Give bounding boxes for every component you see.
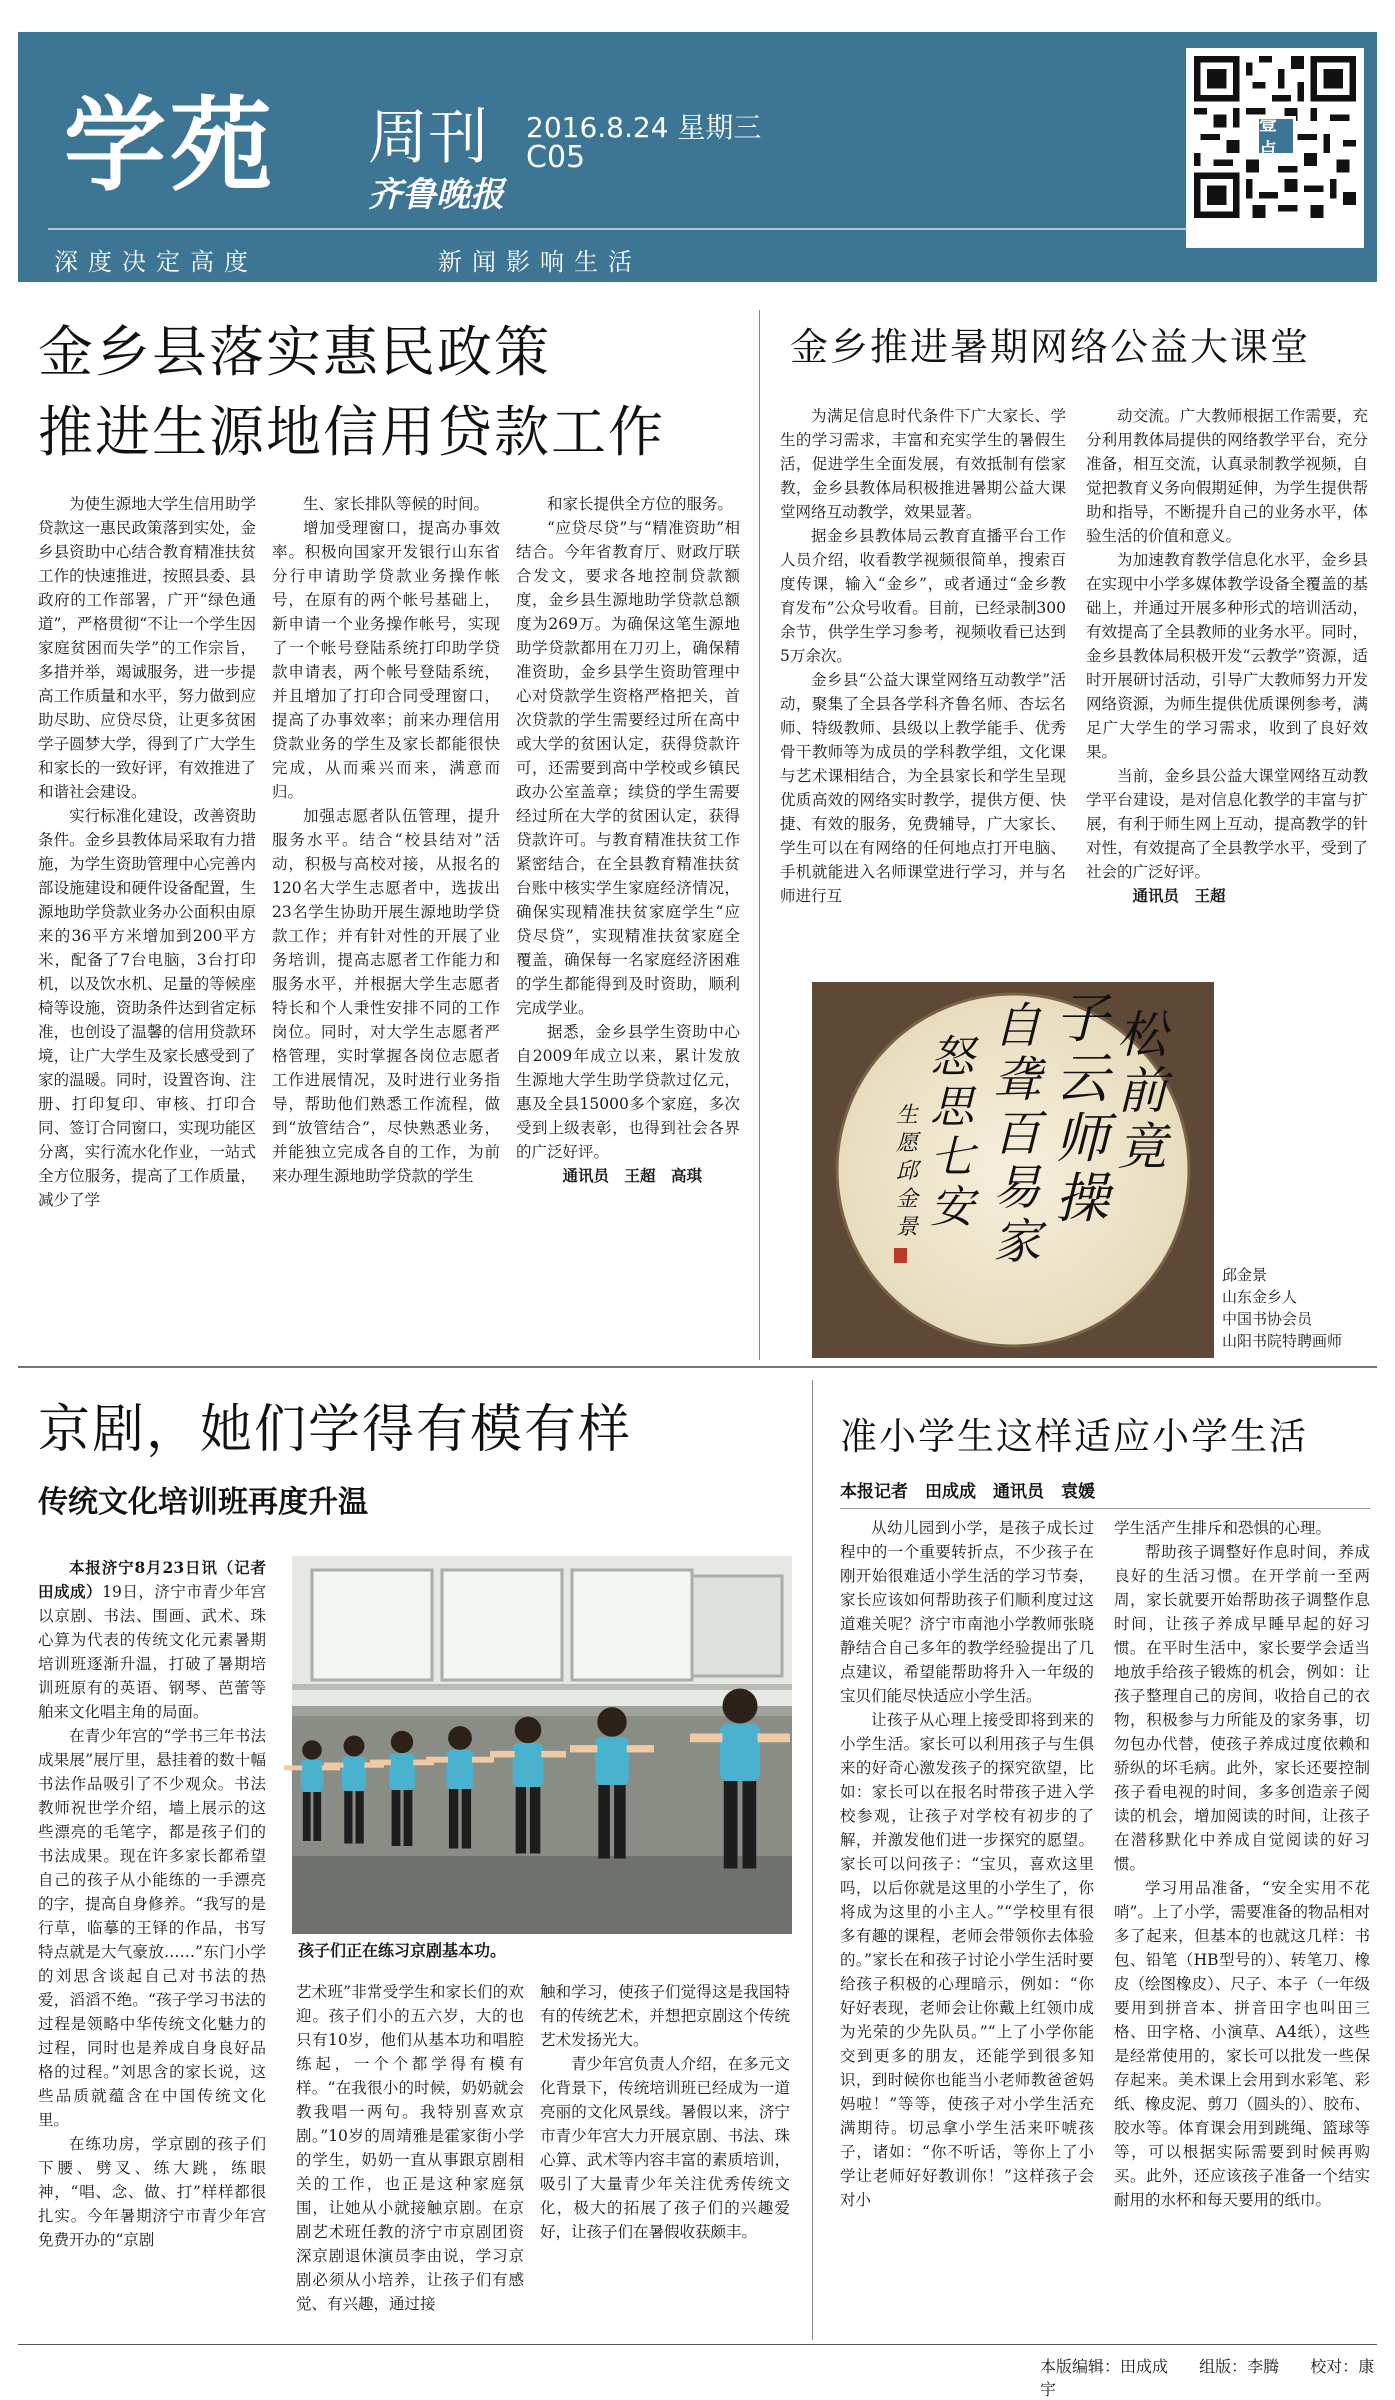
slogan-right: 新闻影响生活 <box>438 248 642 276</box>
article1-column-1 <box>38 492 256 1352</box>
training-photo <box>292 1556 792 1934</box>
article1-paragraph: 增加受理窗口，提高办事效率。积极向国家开发银行山东省分行申请助学贷款业务操作帐号，在原有的两个帐号基础上，新申请一个业务操作帐号，实现了一个帐号登陆系统打印助学贷款申请表，两个帐号登陆系统，并且增加了打印合同受理窗口，提高了办事效率；前来办理信用贷款业务的学生及家长都能很快完成，从而乘兴而来，满意而归。 <box>272 519 500 801</box>
footer-rule <box>18 2344 1377 2345</box>
calligraphy-glyph: 聋 <box>992 1052 1042 1108</box>
article2-byline: 通讯员 王超 <box>1132 886 1226 905</box>
app-logo-icon: 壹点 <box>1256 116 1296 156</box>
calligraphy-glyph: 邱 <box>895 1159 919 1184</box>
calligraphy-glyph: 师 <box>1055 1107 1109 1170</box>
page-number: C05 <box>526 140 586 175</box>
article1-title-line1: 金乡县落实惠民政策 <box>38 320 552 384</box>
slogan-left: 深度决定高度 <box>54 248 258 276</box>
article4-paragraph: 帮助孩子调整好作息时间，养成良好的生活习惯。在开学前一至两周，家长就要开始帮助孩子调整作息时间，让孩子养成早睡早起的好习惯。在平时生活中，家长要学会适当地放手给孩子锻炼的机会，例如：让孩子整理自己的房间，收拾自己的衣物，积极参与力所能及的家务事，切勿包办代替，使孩子养成过度依赖和骄纵的坏毛病。此外，家长还要控制孩子看电视的时间，多多创造亲子阅读的机会，增加阅读的时间，让孩子在潜移默化中养成自觉阅读的好习惯。 <box>1114 1543 1370 1873</box>
calligraphy-glyph: 前 <box>1117 1062 1167 1120</box>
article3-paragraph <box>38 1556 282 1724</box>
article4-title: 准小学生这样适应小学生活 <box>840 1415 1308 1458</box>
article4-column-1 <box>840 1516 1094 2336</box>
calligraphy-glyph: 操 <box>1055 1167 1109 1230</box>
caption-line: 山东金乡人 <box>1222 1288 1298 1306</box>
newspaper-logo: 齐鲁晚报 <box>368 175 504 215</box>
article2-paragraph: 据金乡县教体局云教育直播平台工作人员介绍，收看教学视频很简单，搜索百度传课，输入“金乡”，或者通过“金乡教育发布”公众号收看。目前，已经录制300余节，供学生学习参考，视频收看已达到5万余次。 <box>780 527 1066 665</box>
article1-paragraph: 实行标准化建设，改善资助条件。金乡县教体局采取有力措施，为学生资助管理中心完善内部设施建设和硬件设备配置，生源地助学贷款业务办公面积由原来的36平方米增加到200平方米，配备了7台电脑，3台打印机，以及饮水机、足量的等候座椅等设施，资助条件达到省定标准，也创设了温馨的信用贷款环境，让广大学生及家长感受到了家的温暖。同时，设置咨询、注册、打印复印、审核、打印合同、签订合同窗口，实现功能区分离，实行流水化作业，一站式全方位服务，提高了工作质量，减少了学 <box>38 807 256 1209</box>
calligraphy-caption <box>1222 1264 1372 1352</box>
article1-paragraph: 据悉，金乡县学生资助中心自2009年成立以来，累计发放生源地大学生助学贷款过亿元，惠及全县15000多个家庭，多次受到上级表彰，也得到社会各界的广泛好评。 <box>516 1023 740 1161</box>
masthead <box>18 32 1377 282</box>
photo-image <box>292 1556 792 1934</box>
article2-paragraph: 当前，金乡县公益大课堂网络互动教学平台建设，是对信息化教学的丰富与扩展，有利于师生网上互动，提高教学的针对性，有效提高了全县教学水平，受到了社会的广泛好评。 <box>1086 767 1368 881</box>
brand-title: 学苑 <box>64 87 276 206</box>
article3-paragraph: 艺术班”非常受学生和家长们的欢迎。孩子们小的五六岁，大的也只有10岁，他们从基本功和唱腔练起，一个个都学得有模有样。“在我很小的时候，奶奶就会教我唱一两句。我特别喜欢京剧。”10岁的周靖雅是霍家街小学的学生，奶奶一直从事跟京剧相关的工作，也正是这种家庭氛围，让她从小就接触京剧。在京剧艺术班任教的济宁市京剧团资深京剧退休演员李由说，学习京剧必须从小培养，让孩子们有感觉、有兴趣，通过接 <box>296 1983 524 2313</box>
byline-rule <box>840 1508 1370 1509</box>
article2-column-2 <box>1086 404 1368 984</box>
article3-column-3 <box>540 1980 790 2340</box>
article1-paragraph: “应贷尽贷”与“精准资助”相结合。今年省教育厅、财政厅联合发文，要求各地控制贷款额度，金乡县生源地助学贷款总额度为269万。为确保这笔生源地助学贷款都用在刀刃上，确保精准资助，金乡县学生资助管理中心对贷款学生资格严格把关，首次贷款的学生需要经过所在高中或大学的贫困认定，获得贷款许可，还需要到高中学校或乡镇民政办公室盖章；续贷的学生需要经过所在大学的贫困认定，获得贷款许可。与教育精准扶贫工作紧密结合，在全县教育精准扶贫台账中核实学生家庭经济情况，确保实现精准扶贫家庭学生“应贷尽贷”，实现精准扶贫家庭全覆盖，确保每一名家庭经济困难的学生都能得到及时资助，顺利完成学业。 <box>516 519 740 1017</box>
article3-column-1 <box>38 1556 282 2336</box>
article2-paragraph: 动交流。广大教师根据工作需要，充分利用教体局提供的网络教学平台，充分准备，相互交流，认真录制教学视频，自觉把教育义务向假期延伸，为学生提供帮助和指导，不断提升自己的业务水平，体验生活的价值和意义。 <box>1086 407 1368 545</box>
calligraphy-glyph: 金 <box>895 1187 919 1212</box>
calligraphy-glyph: 思 <box>930 1082 974 1133</box>
caption-line: 邱金景 <box>1222 1266 1268 1284</box>
calligraphy-glyph: 家 <box>992 1214 1042 1270</box>
calligraphy-image <box>812 982 1214 1358</box>
qr-code[interactable] <box>1186 48 1364 248</box>
calligraphy-glyph: 生 <box>895 1103 919 1128</box>
article1-column-2 <box>272 492 500 1352</box>
section-divider <box>18 1366 1377 1368</box>
column-divider <box>812 1380 813 2340</box>
article4-paragraph: 从幼儿园到小学，是孩子成长过程中的一个重要转折点，不少孩子在刚开始很难适小学生活的学习节奏，家长应该如何帮助孩子们顺利度过这道难关呢？济宁市南池小学教师张晓静结合自己多年的教学经验提出了几点建议，希望能帮助将升入一年级的宝贝们能尽快适应小学生活。 <box>840 1519 1094 1705</box>
article2-column-1 <box>780 404 1066 984</box>
caption-line: 中国书协会员 <box>1222 1310 1313 1328</box>
calligraphy-glyph: 云 <box>1055 1047 1109 1110</box>
article1-column-3 <box>516 492 740 1352</box>
article1-title-line2: 推进生源地信用贷款工作 <box>38 400 666 464</box>
article2-paragraph: 为加速教育教学信息化水平，金乡县在实现中小学多媒体教学设备全覆盖的基础上，并通过开展多种形式的培训活动，有效提高了全县教师的业务水平。同时，金乡县教体局积极开发“云教学”资源，适时开展研讨活动，引导广大教师努力开发网络资源，为师生提供优质课例参考，满足广大学生的学习需求，收到了良好效果。 <box>1086 551 1368 761</box>
article2-paragraph: 为满足信息时代条件下广大家长、学生的学习需求，丰富和充实学生的暑假生活，促进学生全面发展，有效抵制有偿家教，金乡县教体局积极推进暑期公益大课堂网络互动教学，效果显著。 <box>780 407 1066 521</box>
article4-byline: 本报记者 田成成 通讯员 袁媛 <box>840 1482 1095 1502</box>
calligraphy-artwork <box>812 982 1214 1358</box>
article3-subtitle: 传统文化培训班再度升温 <box>38 1485 368 1520</box>
article3-column-2 <box>296 1980 524 2340</box>
column-divider <box>759 310 760 1360</box>
calligraphy-glyph: 松 <box>1117 1006 1167 1064</box>
article3-paragraph: 青少年宫负责人介绍，在多元文化背景下，传统培训班已经成为一道亮丽的文化风景线。暑假以来，济宁市青少年宫大力开展京剧、书法、珠心算、武术等内容丰富的素质培训，吸引了大量青少年关注优秀传统文化，极大的拓展了孩子们的兴趣爱好，让孩子们在暑假收获颇丰。 <box>540 2055 790 2241</box>
calligraphy-glyph: 七 <box>930 1132 974 1183</box>
calligraphy-glyph: 怒 <box>930 1032 974 1083</box>
calligraphy-glyph: 子 <box>1055 987 1109 1050</box>
calligraphy-glyph: 景 <box>895 1215 919 1240</box>
calligraphy-glyph: 易 <box>992 1160 1042 1216</box>
calligraphy-glyph: 竟 <box>1117 1118 1167 1176</box>
article3-paragraph: 在练功房，学京剧的孩子们下腰、劈叉、练大跳，练眼神，“唱、念、做、打”样样都很扎实。今年暑期济宁市青少年宫免费开办的“京剧 <box>38 2135 266 2249</box>
article3-paragraph: 在青少年宫的“学书三年书法成果展”展厅里，悬挂着的数十幅书法作品吸引了不少观众。书法教师祝世学介绍，墙上展示的这些漂亮的毛笔字，都是孩子们的书法成果。现在许多家长都希望自己的孩子从小能练的一手漂亮的字，提高自身修养。“我写的是行草，临摹的王铎的作品，书写特点就是大气豪放……”东门小学的刘思含谈起自己对书法的热爱，滔滔不绝。“孩子学习书法的过程是领略中华传统文化魅力的过程，同时也是养成自身良好品格的过程。”刘思含的家长说，这些品质就蕴含在中国传统文化里。 <box>38 1727 266 2129</box>
article1-paragraph: 加强志愿者队伍管理，提升服务水平。结合“校县结对”活动，积极与高校对接，从报名的120名大学生志愿者中，选拔出23名学生协助开展生源地助学贷款工作；并有针对性的开展了业务培训，提高志愿者工作能力和服务水平，并根据大学生志愿者特长和个人秉性安排不同的工作岗位。同时，对大学生志愿者严格管理，实时掌握各岗位志愿者工作进展情况，及时进行业务指导，帮助他们熟悉工作流程，做到“放管结合”，尽快熟悉业务，并能独立完成各自的工作，为前来办理生源地助学贷款的学生 <box>272 807 500 1185</box>
photo-caption: 孩子们正在练习京剧基本功。 <box>298 1941 507 1960</box>
article3-lead: 本报济宁8月23日讯（记者 田成成） <box>38 1558 282 1601</box>
article2-paragraph: 金乡县“公益大课堂网络互动教学”活动，聚集了全县各学科齐鲁名师、杏坛名师、特级教师、县级以上教学能手、优秀骨干教师等为成员的学科教学组，文化课与艺术课相结合，为全县家长和学生呈现优质高效的网络实时教学，提供方便、快捷、有效的服务，免费辅导，广大家长、学生可以在有网络的任何地点打开电脑、手机就能进入名师课堂进行学习，并与名师进行互 <box>780 671 1066 905</box>
article1-paragraph: 生、家长排队等候的时间。 <box>303 495 490 513</box>
article4-paragraph: 学生活产生排斥和恐惧的心理。 <box>1114 1519 1332 1537</box>
footer-proofreader: 校对：康宇 <box>1040 2357 1375 2399</box>
article1-paragraph: 和家长提供全方位的服务。 <box>547 495 734 513</box>
article4-paragraph: 学习用品准备，“安全实用不花哨”。上了小学，需要准备的物品相对多了起来，但基本的也就这几样：书包、铅笔（HB型号的）、转笔刀、橡皮（绘图橡皮）、尺子、本子（一年级要用到拼音本、拼音田字也叫田三格、田字格、小演草、A4纸），这些是经常使用的，家长可以批发一些保存起来。美术课上会用到水彩笔、彩纸、橡皮泥、剪刀（圆头的）、胶布、胶水等。体育课会用到跳绳、篮球等等，可以根据实际需要到时候再购买。此外，还应该孩子准备一个结实耐用的水杯和每天要用的纸巾。 <box>1114 1879 1370 2209</box>
brand-subtitle: 周刊 <box>368 103 488 173</box>
article1-paragraph: 为使生源地大学生信用助学贷款这一惠民政策落到实处，金乡县资助中心结合教育精准扶贫工作的快速推进，按照县委、县政府的工作部署，广开“绿色通道”，严格贯彻“不让一个学生因家庭贫困而失学”的工作宗旨，多措并举，竭诚服务，进一步提高工作质量和水平，努力做到应助尽助、应贷尽贷，让更多贫困学子圆梦大学，得到了广大学生和家长的一致好评，有效推进了和谐社会建设。 <box>38 495 256 801</box>
caption-line: 山阳书院特聘画师 <box>1222 1332 1343 1350</box>
article4-column-2 <box>1114 1516 1370 2336</box>
masthead-divider <box>48 228 1248 230</box>
article3-title: 京剧，她们学得有模有样 <box>38 1400 633 1460</box>
page-footer <box>1040 2354 1395 2400</box>
issue-date: 2016.8.24 星期三 <box>526 111 762 144</box>
article3-lead-text: 19日，济宁市青少年宫以京剧、书法、围画、武术、珠心算为代表的传统文化元素暑期培训班逐渐升温，打破了暑期培训班原有的英语、钢琴、芭蕾等舶来文化唱主角的局面。 <box>38 1583 266 1721</box>
calligraphy-glyph: 自 <box>992 998 1042 1054</box>
article1-byline: 通讯员 王超 高琪 <box>562 1166 703 1185</box>
calligraphy-glyph: 安 <box>930 1182 974 1233</box>
calligraphy-glyph: 愿 <box>895 1131 919 1156</box>
article2-title: 金乡推进暑期网络公益大课堂 <box>790 325 1311 369</box>
article4-paragraph: 让孩子从心理上接受即将到来的小学生活。家长可以利用孩子与生俱来的好奇心激发孩子的探究欲望，比如：家长可以在报名时带孩子进入学校参观，让孩子对学校有初步的了解，并激发他们进一步探究的愿望。家长可以问孩子：“宝贝，喜欢这里吗，以后你就是这里的小学生了，你将成为这里的小主人。”“学校里有很多有趣的课程，老师会带领你去体验的。”家长在和孩子讨论小学生活时要给孩子积极的心理暗示，例如：“你好好表现，老师会让你戴上红领巾成为光荣的少先队员。”“上了小学你能交到更多的朋友，还能学到很多知识，到时候你也能当小老师教爸爸妈妈啦！”等等，使孩子对小学生活充满期待。切忌拿小学生活来吓唬孩子，诸如：“你不听话，等你上了小学让老师好好教训你！”这样孩子会对小 <box>840 1711 1094 2209</box>
footer-editor: 本版编辑：田成成 <box>1040 2357 1169 2376</box>
article3-paragraph: 触和学习，使孩子们觉得这是我国特有的传统艺术，并想把京剧这个传统艺术发扬光大。 <box>540 1983 790 2049</box>
calligraphy-glyph: 百 <box>992 1106 1042 1162</box>
footer-designer: 组版：李腾 <box>1199 2357 1280 2376</box>
